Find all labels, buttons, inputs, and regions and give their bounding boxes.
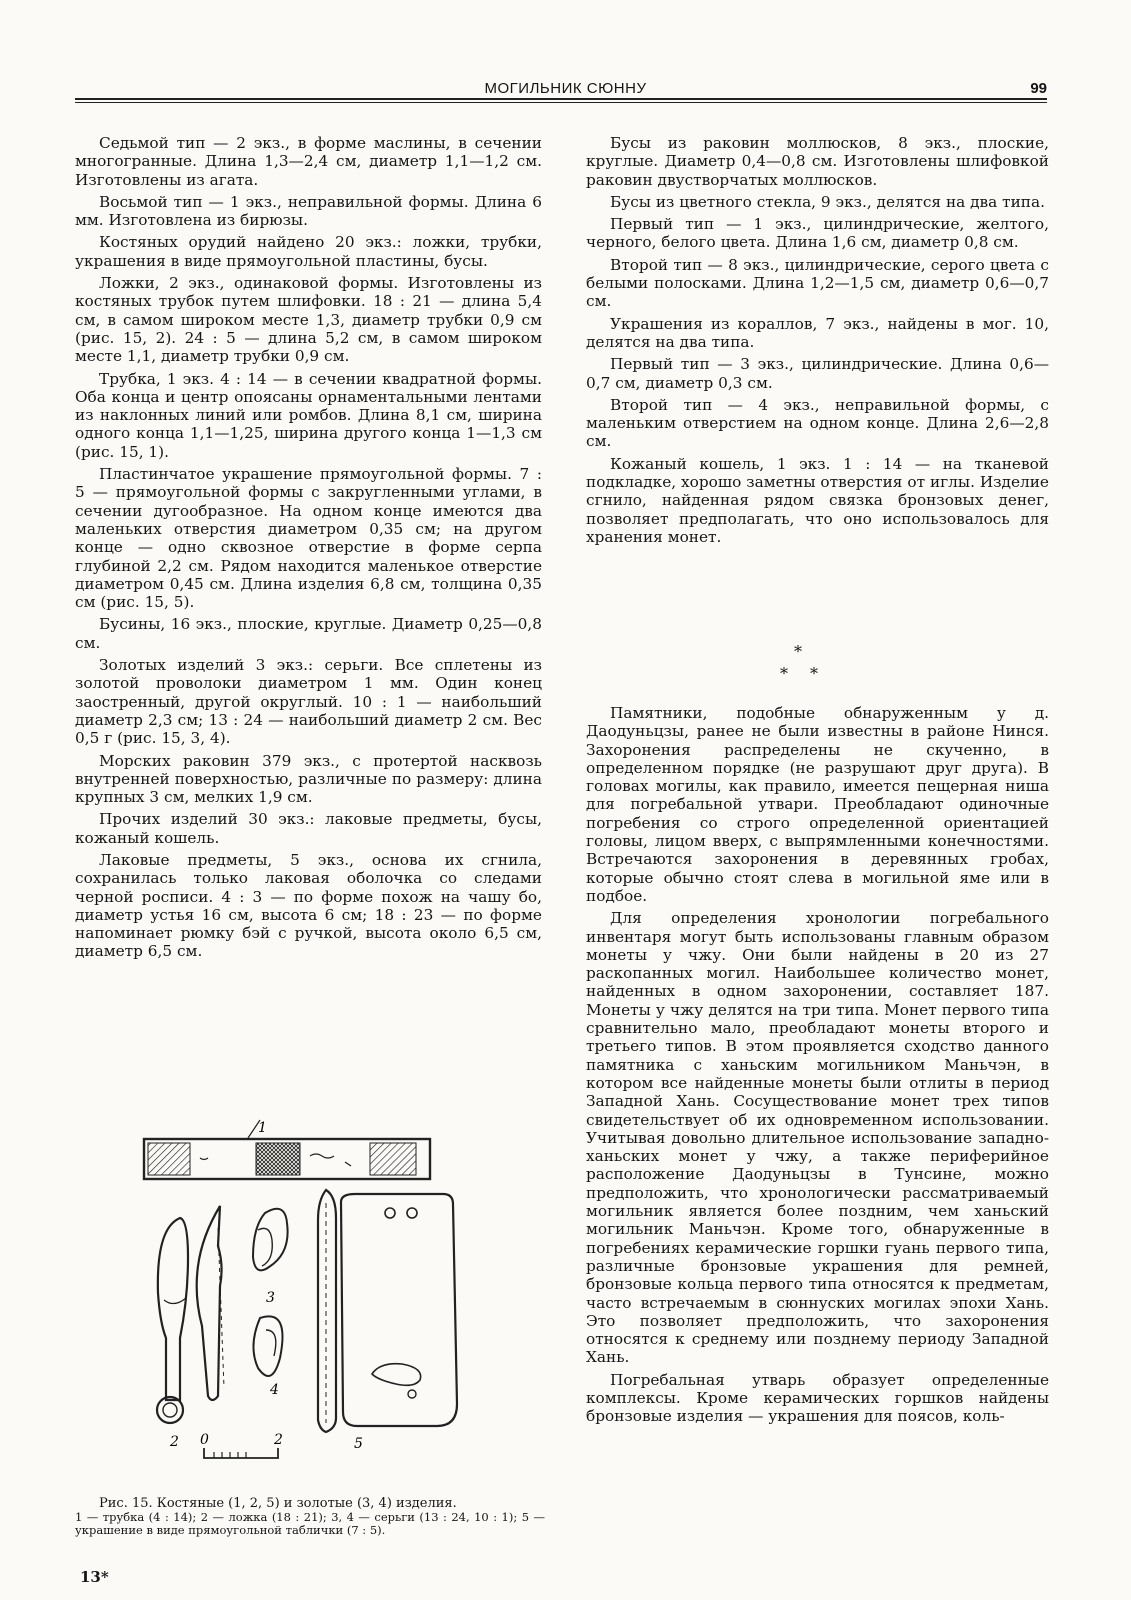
paragraph: Второй тип — 8 экз., цилиндрические, серого цвета с белыми полосками. Длина 1,2—1,5 см, диаметр 0,6—0,7 см.	[586, 255, 1049, 311]
paragraph: Трубка, 1 экз. 4 : 14 — в сечении квадратной формы. Оба конца и центр опоясаны орнаментальными лентами из наклонных линий или ромбов. Длина 8,1 см, ширина одного конца 1,1—1,25, ширина другого конца 1—1,3 см (рис. 15, 1).	[75, 369, 542, 461]
bone-plate-drawing	[341, 1194, 457, 1426]
paragraph: Бусы из раковин моллюсков, 8 экз., плоские, круглые. Диаметр 0,4—0,8 см. Изготовлены шлифовкой раковин двустворчатых моллюсков.	[586, 134, 1049, 189]
page-number: 99	[1030, 80, 1047, 97]
asterisk: *	[794, 642, 802, 661]
right-column-top	[586, 134, 1049, 550]
right-column-bottom	[586, 704, 1049, 1430]
plate-profile-drawing	[318, 1190, 336, 1432]
bone-spoon-drawing	[157, 1206, 224, 1423]
figure-caption-details: 1 — трубка (4 : 14); 2 — ложка (18 : 21); 3, 4 — серьги (13 : 24, 10 : 1); 5 — украшение в виде прямоугольной таблички (7 : 5).	[75, 1510, 545, 1537]
paragraph: Первый тип — 1 экз., цилиндрические, желтого, черного, белого цвета. Длина 1,6 см, диаметр 0,8 см.	[586, 215, 1049, 252]
scale-bar	[204, 1448, 278, 1458]
paragraph: Ложки, 2 экз., одинаковой формы. Изготовлены из костяных трубок путем шлифовки. 18 : 21 — длина 5,4 см, в самом широком месте 1,3, диаметр трубки 0,9 см (рис. 15, 2). 24 : 5 — длина 5,2 см, в самом широком месте 1,1, диаметр трубки 0,9 см.	[75, 274, 542, 366]
paragraph: Бусины, 16 экз., плоские, круглые. Диаметр 0,25—0,8 см.	[75, 615, 542, 652]
paragraph: Морских раковин 379 экз., с протертой насквозь внутренней поверхностью, различные по размеру: длина крупных 3 см, мелких 1,9 см.	[75, 751, 542, 807]
paragraph: Кожаный кошель, 1 экз. 1 : 14 — на тканевой подкладке, хорошо заметны отверстия от иглы. Изделие сгнило, найденная рядом связка бронзовых денег, позволяет предполагать, что оно использовалось для хранения монет.	[586, 454, 1049, 546]
paragraph: Костяных орудий найдено 20 экз.: ложки, трубки, украшения в виде прямоугольной пластины, бусы.	[75, 233, 542, 270]
left-column	[75, 134, 542, 965]
paragraph: Для определения хронологии погребального инвентаря могут быть использованы главным образом монеты у чжу. Они были найдены в 20 из 27 раскопанных могил. Наибольшее количество монет, найденных в одном захоронении, составляет 187. Монеты у чжу делятся на три типа. Монет первого типа сравнительно мало, преобладают монеты второго и третьего типов. В этом проявляется сходство данного памятника с ханьским могильником Маньчэн, в котором все найденные монеты были отлиты в период Западной Хань. Сосуществование монет трех типов свидетельствует об их одновременном использовании. Учитывая довольно длительное использование западно-ханьских монет у чжу, а также периферийное расположение Даодуньцзы в Тунсине, можно предположить, что хронологически рассматриваемый могильник является более поздним, чем ханьский могильник Маньчэн. Кроме того, обнаруженные в погребениях керамические горшки гуань первого типа, различные бронзовые украшения для ремней, бронзовые кольца первого типа относятся к предметам, часто встречаемым в сюннуских могилах эпохи Хань. Это позволяет предположить, что захоронения относятся к среднему или позднему периоду Западной Хань.	[586, 909, 1049, 1367]
figure-caption-title: Рис. 15. Костяные (1, 2, 5) и золотые (3, 4) изделия.	[99, 1496, 457, 1511]
paragraph: Бусы из цветного стекла, 9 экз., делятся на два типа.	[610, 192, 1045, 211]
scale-label-two: 2	[274, 1432, 283, 1448]
figure-label-4: 4	[270, 1382, 279, 1398]
signature-mark: 13*	[80, 1568, 109, 1586]
paragraph: Прочих изделий 30 экз.: лаковые предметы, бусы, кожаный кошель.	[75, 810, 542, 847]
bone-tube-drawing	[144, 1120, 430, 1179]
figure-15-drawing	[140, 1118, 510, 1498]
paragraph: Памятники, подобные обнаруженным у д. Даодуньцзы, ранее не были известны в районе Нинся. Захоронения распределены не скученно, в определенном порядке (не разрушают друг друга). В головах могилы, как правило, имеется пещерная ниша для погребальной утвари. Преобладают одиночные погребения со строго определенной ориентацией головы, лицом вверх, с выпрямленными конечностями. Встречаются захоронения в деревянных гробах, которые обычно стоят слева в могильной яме или в подбое.	[586, 704, 1049, 905]
figure-label-1: 1	[258, 1120, 267, 1136]
figure-caption	[75, 1496, 545, 1537]
scale-label-zero: 0	[200, 1432, 209, 1448]
paragraph: Пластинчатое украшение прямоугольной формы. 7 : 5 — прямоугольной формы с закругленными углами, в сечении дугообразное. На одном конце имеются два маленьких отверстия диаметром 0,35 см; на другом конце — одно сквозное отверстие в форме серпа глубиной 2,2 см. Рядом находится маленькое отверстие диаметром 0,45 см. Длина изделия 6,8 см, толщина 0,35 см (рис. 15, 5).	[75, 465, 542, 612]
header-rule-thin	[75, 102, 1047, 103]
asterisk: *	[780, 664, 788, 683]
section-separator-asterisks	[780, 642, 900, 702]
figure-label-2a: 2	[170, 1434, 179, 1450]
header-rule-thick	[75, 98, 1047, 100]
asterisk: *	[810, 664, 818, 683]
paragraph: Восьмой тип — 1 экз., неправильной формы. Длина 6 мм. Изготовлена из бирюзы.	[75, 192, 542, 230]
running-header-title: МОГИЛЬНИК СЮННУ	[484, 80, 647, 97]
paragraph: Седьмой тип — 2 экз., в форме маслины, в сечении многогранные. Длина 1,3—2,4 см, диаметр 1,1—1,2 см. Изготовлены из агата.	[75, 134, 542, 189]
paragraph: Золотых изделий 3 экз.: серьги. Все сплетены из золотой проволоки диаметром 1 мм. Один конец заостренный, другой округлый. 10 : 1 — наибольший диаметр 2,3 см; 13 : 24 — наибольший диаметр 2 см. Вес 0,5 г (рис. 15, 3, 4).	[75, 656, 542, 748]
paragraph: Первый тип — 3 экз., цилиндрические. Длина 0,6—0,7 см, диаметр 0,3 см.	[586, 355, 1049, 392]
paragraph: Лаковые предметы, 5 экз., основа их сгнила, сохранилась только лаковая оболочка со следами черной росписи. 4 : 3 — по форме похож на чашу бо, диаметр устья 16 см, высота 6 см; 18 : 23 — по форме напоминает рюмку бэй с ручкой, высота около 6,5 см, диаметр 6,5 см.	[75, 850, 542, 961]
figure-label-5: 5	[354, 1436, 363, 1452]
paragraph: Второй тип — 4 экз., неправильной формы, с маленьким отверстием на одном конце. Длина 2,6—2,8 см.	[586, 395, 1049, 451]
paragraph: Украшения из кораллов, 7 экз., найдены в мог. 10, делятся на два типа.	[586, 314, 1049, 351]
figure-label-3: 3	[266, 1290, 275, 1306]
paragraph: Погребальная утварь образует определенные комплексы. Кроме керамических горшков найдены бронзовые изделия — украшения для поясов, коль-	[586, 1370, 1049, 1426]
